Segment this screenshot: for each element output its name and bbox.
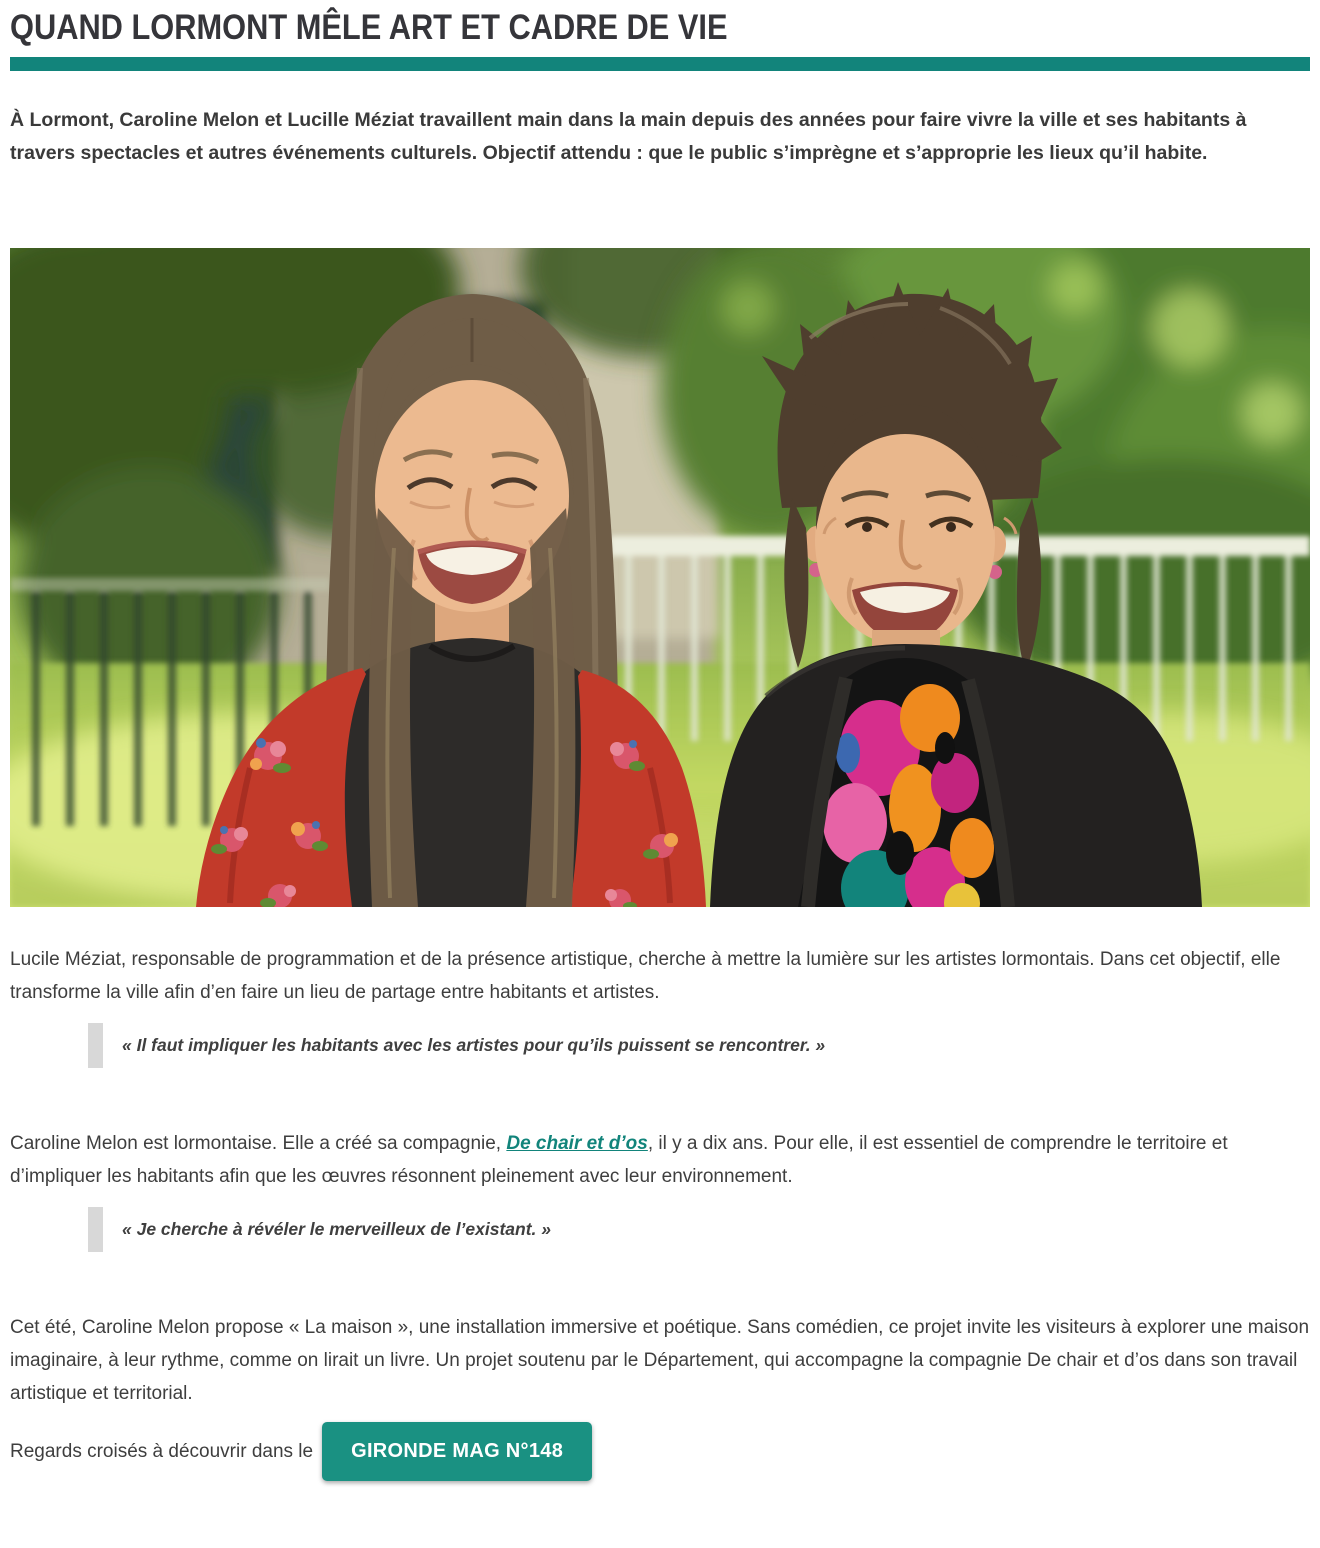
- accent-divider: [10, 57, 1310, 71]
- quote-bar: [88, 1207, 103, 1252]
- article-page: [0, 9, 1320, 1514]
- article-intro: À Lormont, Caroline Melon et Lucille Méziat travaillent main dans la main depuis des années pour faire vivre la ville et ses habitants à travers spectacles et autres événements culturels. Objectif attendu : que le public s’imprègne et s’approprie les lieux qu’il habite.: [10, 109, 1247, 164]
- gironde-mag-button[interactable]: GIRONDE MAG N°148: [322, 1422, 592, 1481]
- de-chair-et-dos-link[interactable]: De chair et d’os: [506, 1133, 648, 1154]
- blockquote-1: [88, 1023, 1310, 1068]
- closing-text: Regards croisés à découvrir dans le: [10, 1440, 314, 1462]
- quote-text: « Il faut impliquer les habitants avec les artistes pour qu’ils puissent se rencontrer. »: [122, 1035, 826, 1055]
- quote-bar: [88, 1023, 103, 1068]
- paragraph-2-before: Caroline Melon est lormontaise. Elle a créé sa compagnie,: [10, 1133, 507, 1154]
- paragraph-2-after: , il y a dix ans. Pour elle, il est essentiel de comprendre le territoire et d’impliquer les habitants afin que les œuvres résonnent pleinement avec leur environnement.: [10, 1133, 1228, 1187]
- quote-text: « Je cherche à révéler le merveilleux de l’existant. »: [122, 1219, 552, 1239]
- article-paragraph-3: Cet été, Caroline Melon propose « La maison », une installation immersive et poétique. Sans comédien, ce projet invite les visiteurs à explorer une maison imaginaire, à leur rythme, comme on lirait un livre. Un projet soutenu par le Département, qui accompagne la compagnie De chair et d’os dans son travail artistique et territorial.: [10, 1317, 1310, 1404]
- article-title: QUAND LORMONT MÊLE ART ET CADRE DE VIE: [10, 8, 728, 47]
- article-paragraph-1: Lucile Méziat, responsable de programmation et de la présence artistique, cherche à mettre la lumière sur les artistes lormontais. Dans cet objectif, elle transforme la ville afin d’en faire un lieu de partage entre habitants et artistes.: [10, 949, 1281, 1003]
- article-paragraph-2: [10, 1127, 1310, 1193]
- blockquote-2: [88, 1207, 1310, 1252]
- article-photo: [10, 248, 1310, 907]
- closing-row: [10, 1422, 1310, 1481]
- photo-two-women-outdoors: [10, 248, 1310, 907]
